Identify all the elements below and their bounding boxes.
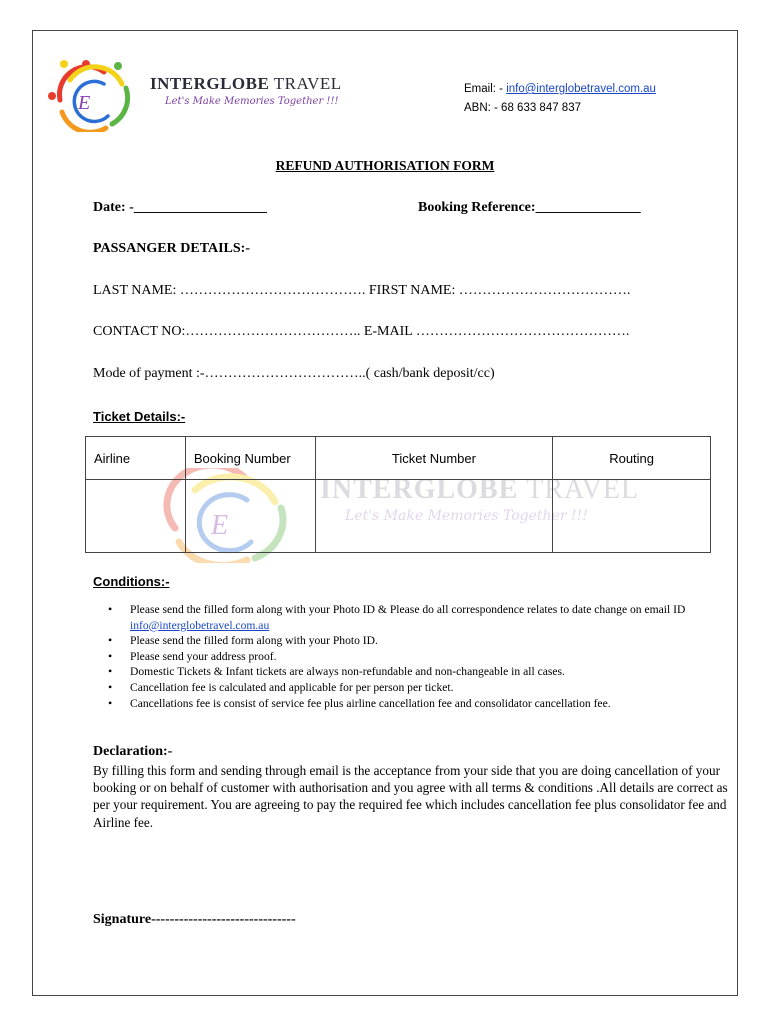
svg-text:E: E [78,92,91,114]
col-ticket-number: Ticket Number [315,437,553,480]
declaration-heading: Declaration:- [93,744,173,759]
ticket-table-header [86,437,711,480]
col-routing: Routing [553,437,711,480]
ticket-table-row [86,480,711,553]
condition-item: • Please send the filled form along with your Photo ID. [130,633,750,649]
passenger-details-heading: PASSANGER DETAILS:- [93,241,251,256]
col-booking-number: Booking Number [185,437,315,480]
ticket-number-cell[interactable] [315,480,553,553]
date-field[interactable]: Date: -___________________ [93,200,267,215]
name-fields[interactable]: LAST NAME: …………………………………. FIRST NAME: ………………………………. [93,283,631,298]
airline-cell[interactable] [86,480,186,553]
svg-text:E: E [211,510,229,541]
condition-item: • Please send your address proof. [130,649,750,665]
abn-line: ABN: - 68 633 847 837 [464,102,581,114]
payment-mode-field[interactable]: Mode of payment :-……………………………..( cash/bank deposit/cc) [93,366,495,381]
routing-cell[interactable] [553,480,711,553]
booking-reference-field[interactable]: Booking Reference:_______________ [418,200,641,215]
watermark-brand: INTERGLOBE TRAVEL [320,474,640,505]
brand-tagline: Let's Make Memories Together !!! [165,96,339,107]
condition-item: • Cancellation fee is calculated and applicable for per person per ticket. [130,680,750,696]
brand-name: INTERGLOBE TRAVEL [150,74,342,93]
condition-item: • Cancellations fee is consist of service fee plus airline cancellation fee and consolidator cancellation fee. [130,696,750,712]
contact-fields[interactable]: CONTACT NO:……………………………….. E-MAIL ………………………………………. [93,324,630,339]
email-line: Email: - info@interglobetravel.com.au [464,83,656,95]
signature-field[interactable]: Signature------------------------------- [93,912,296,927]
form-title: REFUND AUTHORISATION FORM [275,158,495,173]
ticket-details-table [85,436,711,553]
condition-email-link[interactable]: info@interglobetravel.com.au [130,618,270,632]
booking-number-cell[interactable] [185,480,315,553]
conditions-list [93,602,750,711]
email-link[interactable]: info@interglobetravel.com.au [506,83,656,95]
interglobe-logo [46,60,146,132]
watermark-tagline: Let's Make Memories Together !!! [345,508,588,524]
condition-item: • Please send the filled form along with your Photo ID & Please do all correspondence relates to date change on email ID info@interglobetravel.com.au [130,602,750,633]
col-airline: Airline [86,437,186,480]
contact-info [464,80,656,118]
ticket-details-heading: Ticket Details:- [93,409,186,424]
conditions-heading: Conditions:- [93,574,170,589]
declaration-text: By filling this form and sending through email is the acceptance from your side that you are doing cancellation of your booking or on behalf of customer with authorisation and you agree with all terms & conditions .All details are correct as per your requirement. You are agreeing to pay the required fee which includes cancellation fee plus consolidator fee and Airline fee. [93,763,728,830]
condition-item: • Domestic Tickets & Infant tickets are always non-refundable and non-changeable in all cases. [130,664,750,680]
